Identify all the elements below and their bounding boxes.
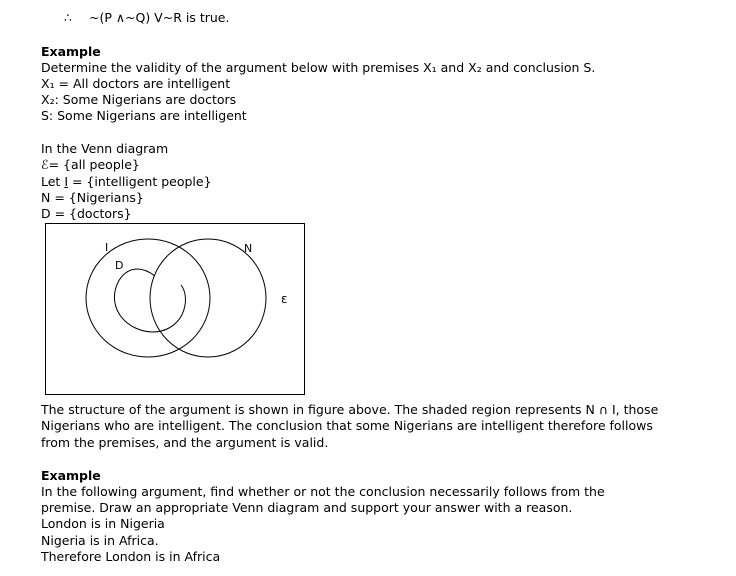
let-prefix: Let: [41, 174, 65, 189]
set-i-symbol: I: [64, 174, 68, 189]
explanation-line-1: The structure of the argument is shown in figure above. The shaded region represents N ∩ I, those: [41, 402, 659, 417]
example2-line-3: London is in Nigeria: [41, 516, 165, 531]
label-i: I: [105, 241, 109, 254]
set-n-def: N = {Nigerians}: [41, 190, 144, 205]
example2-line-4: Nigeria is in Africa.: [41, 533, 159, 548]
example-description: Determine the validity of the argument below with premises X₁ and X₂ and conclusion S.: [41, 60, 596, 75]
label-n: N: [244, 242, 253, 255]
label-d: D: [115, 259, 124, 272]
example2-line-1: In the following argument, find whether or not the conclusion necessarily follows from the: [41, 484, 605, 499]
example2-heading: Example: [41, 468, 101, 483]
premise-x1: X₁ = All doctors are intelligent: [41, 76, 231, 91]
example2-line-5: Therefore London is in Africa: [41, 549, 221, 564]
venn-diagram: [45, 223, 306, 396]
conclusion-s: S: Some Nigerians are intelligent: [41, 108, 247, 123]
circle-n: [150, 239, 266, 357]
example2-line-2: premise. Draw an appropriate Venn diagram and support your answer with a reason.: [41, 500, 573, 515]
example-heading: Example: [41, 44, 101, 59]
therefore-statement: ~(P ∧~Q) V~R is true.: [89, 10, 230, 25]
universal-set-def: ℰ= {all people}: [41, 157, 140, 172]
therefore-symbol: ∴: [64, 10, 72, 25]
label-universal: ε: [281, 292, 288, 306]
explanation-line-2: Nigerians who are intelligent. The conclusion that some Nigerians are intelligent therefore follows: [41, 418, 653, 433]
set-i-rest: = {intelligent people}: [68, 174, 212, 189]
explanation-line-3: from the premises, and the argument is valid.: [41, 435, 329, 450]
premise-x2: X₂: Some Nigerians are doctors: [41, 92, 237, 107]
circle-i: [86, 239, 210, 357]
set-d-def: D = {doctors}: [41, 206, 132, 221]
venn-intro-title: In the Venn diagram: [41, 141, 169, 156]
let-i-def: [41, 174, 212, 190]
